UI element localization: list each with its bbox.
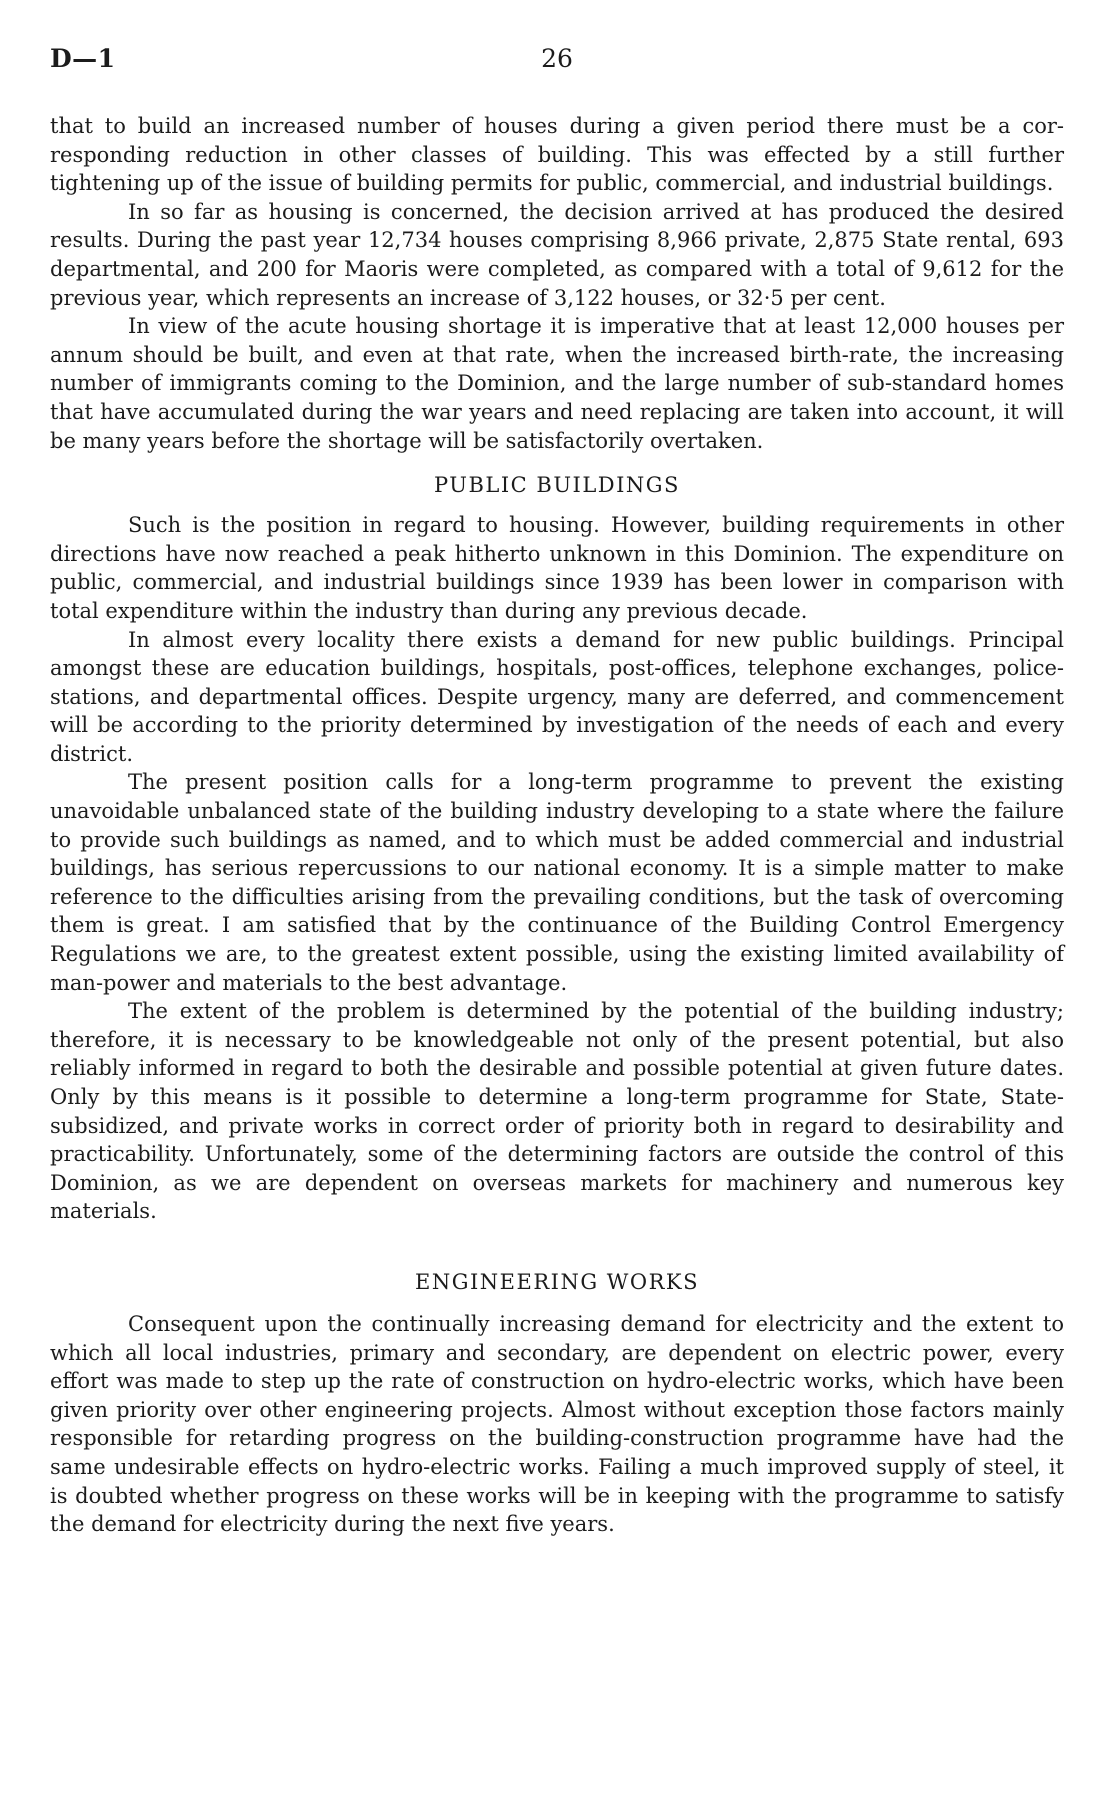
body-paragraph-1: that to build an increased number of houses during a given period there must be a corresponding reduction in other classes of building. This was effected by a still further tightening up of the issue of building permits for public, commercial, and industrial buildings.: [50, 114, 1064, 196]
section-heading-public-buildings: PUBLIC BUILDINGS: [434, 473, 680, 498]
document-code: D—1: [50, 44, 116, 73]
public-buildings-paragraph-2: In almost every locality there exists a demand for new public buildings. Principal amongst these are education buildings, hospitals, post-offices, telephone exchanges, police-stations, and departmental offices. Despite urgency, many are deferred, and commencement will be according to the priority determined by investigation of the needs of each and every district.: [50, 627, 1064, 766]
engineering-works-paragraph-1: Consequent upon the continually increasing demand for electricity and the extent to which all local industries, primary and secondary, are dependent on electric power, every effort was made to step up the rate of construction on hydro-electric works, which have been given priority over other engineering projects. Almost without exception those factors mainly responsible for retarding progress on the building-construction programme have had the same undesirable effects on hydro-electric works. Failing a much improved supply of steel, it is doubted whether progress on these works will be in keeping with the programme to satisfy the demand for electricity during the next five years.: [50, 1311, 1064, 1537]
public-buildings-paragraph-1: Such is the position in regard to housing. However, building requirements in other directions have now reached a peak hitherto unknown in this Dominion. The expenditure on public, commercial, and industrial buildings since 1939 has been lower in comparison with total expenditure within the industry than during any previous decade.: [50, 513, 1064, 623]
body-paragraph-2: In so far as housing is concerned, the decision arrived at has produced the desired results. During the past year 12,734 houses comprising 8,966 private, 2,875 State rental, 693 departmental, and 200 for Maoris were completed, as compared with a total of 9,612 for the previous year, which represents an increase of 3,122 houses, or 32·5 per cent.: [50, 199, 1064, 310]
page-body: [50, 112, 1064, 1539]
section-heading-engineering-works: ENGINEERING WORKS: [415, 1269, 699, 1294]
public-buildings-paragraph-3: The present position calls for a long-term programme to prevent the existing unavoidable unbalanced state of the building industry developing to a state where the failure to provide such buildings as named, and to which must be added commercial and industrial buildings, has serious repercussions to our national economy. It is a simple matter to make reference to the difficulties arising from the prevailing conditions, but the task of overcoming them is great. I am satisfied that by the continuance of the Building Control Emergency Regulations we are, to the greatest extent possible, using the existing limited availability of man-power and materials to the best advantage.: [50, 770, 1064, 995]
page-number: 26: [541, 44, 573, 73]
page-header: [50, 44, 1064, 84]
body-paragraph-3: In view of the acute housing shortage it is imperative that at least 12,000 houses per annum should be built, and even at that rate, when the increased birth-rate, the increasing number of immigrants coming to the Dominion, and the large number of sub-standard homes that have accumulated during the war years and need replacing are taken into account, it will be many years before the shortage will be satisfactorily overtaken.: [50, 314, 1064, 453]
public-buildings-paragraph-4: The extent of the problem is determined by the potential of the building industry; therefore, it is necessary to be knowledgeable not only of the present potential, but also reliably informed in regard to both the desirable and possible potential at given future dates. Only by this means is it possible to determine a long-term programme for State, State-subsidized, and private works in correct order of priority both in regard to desirability and practicability. Unfortunately, some of the determining factors are outside the control of this Dominion, as we are dependent on overseas markets for machinery and numerous key materials.: [50, 999, 1064, 1224]
